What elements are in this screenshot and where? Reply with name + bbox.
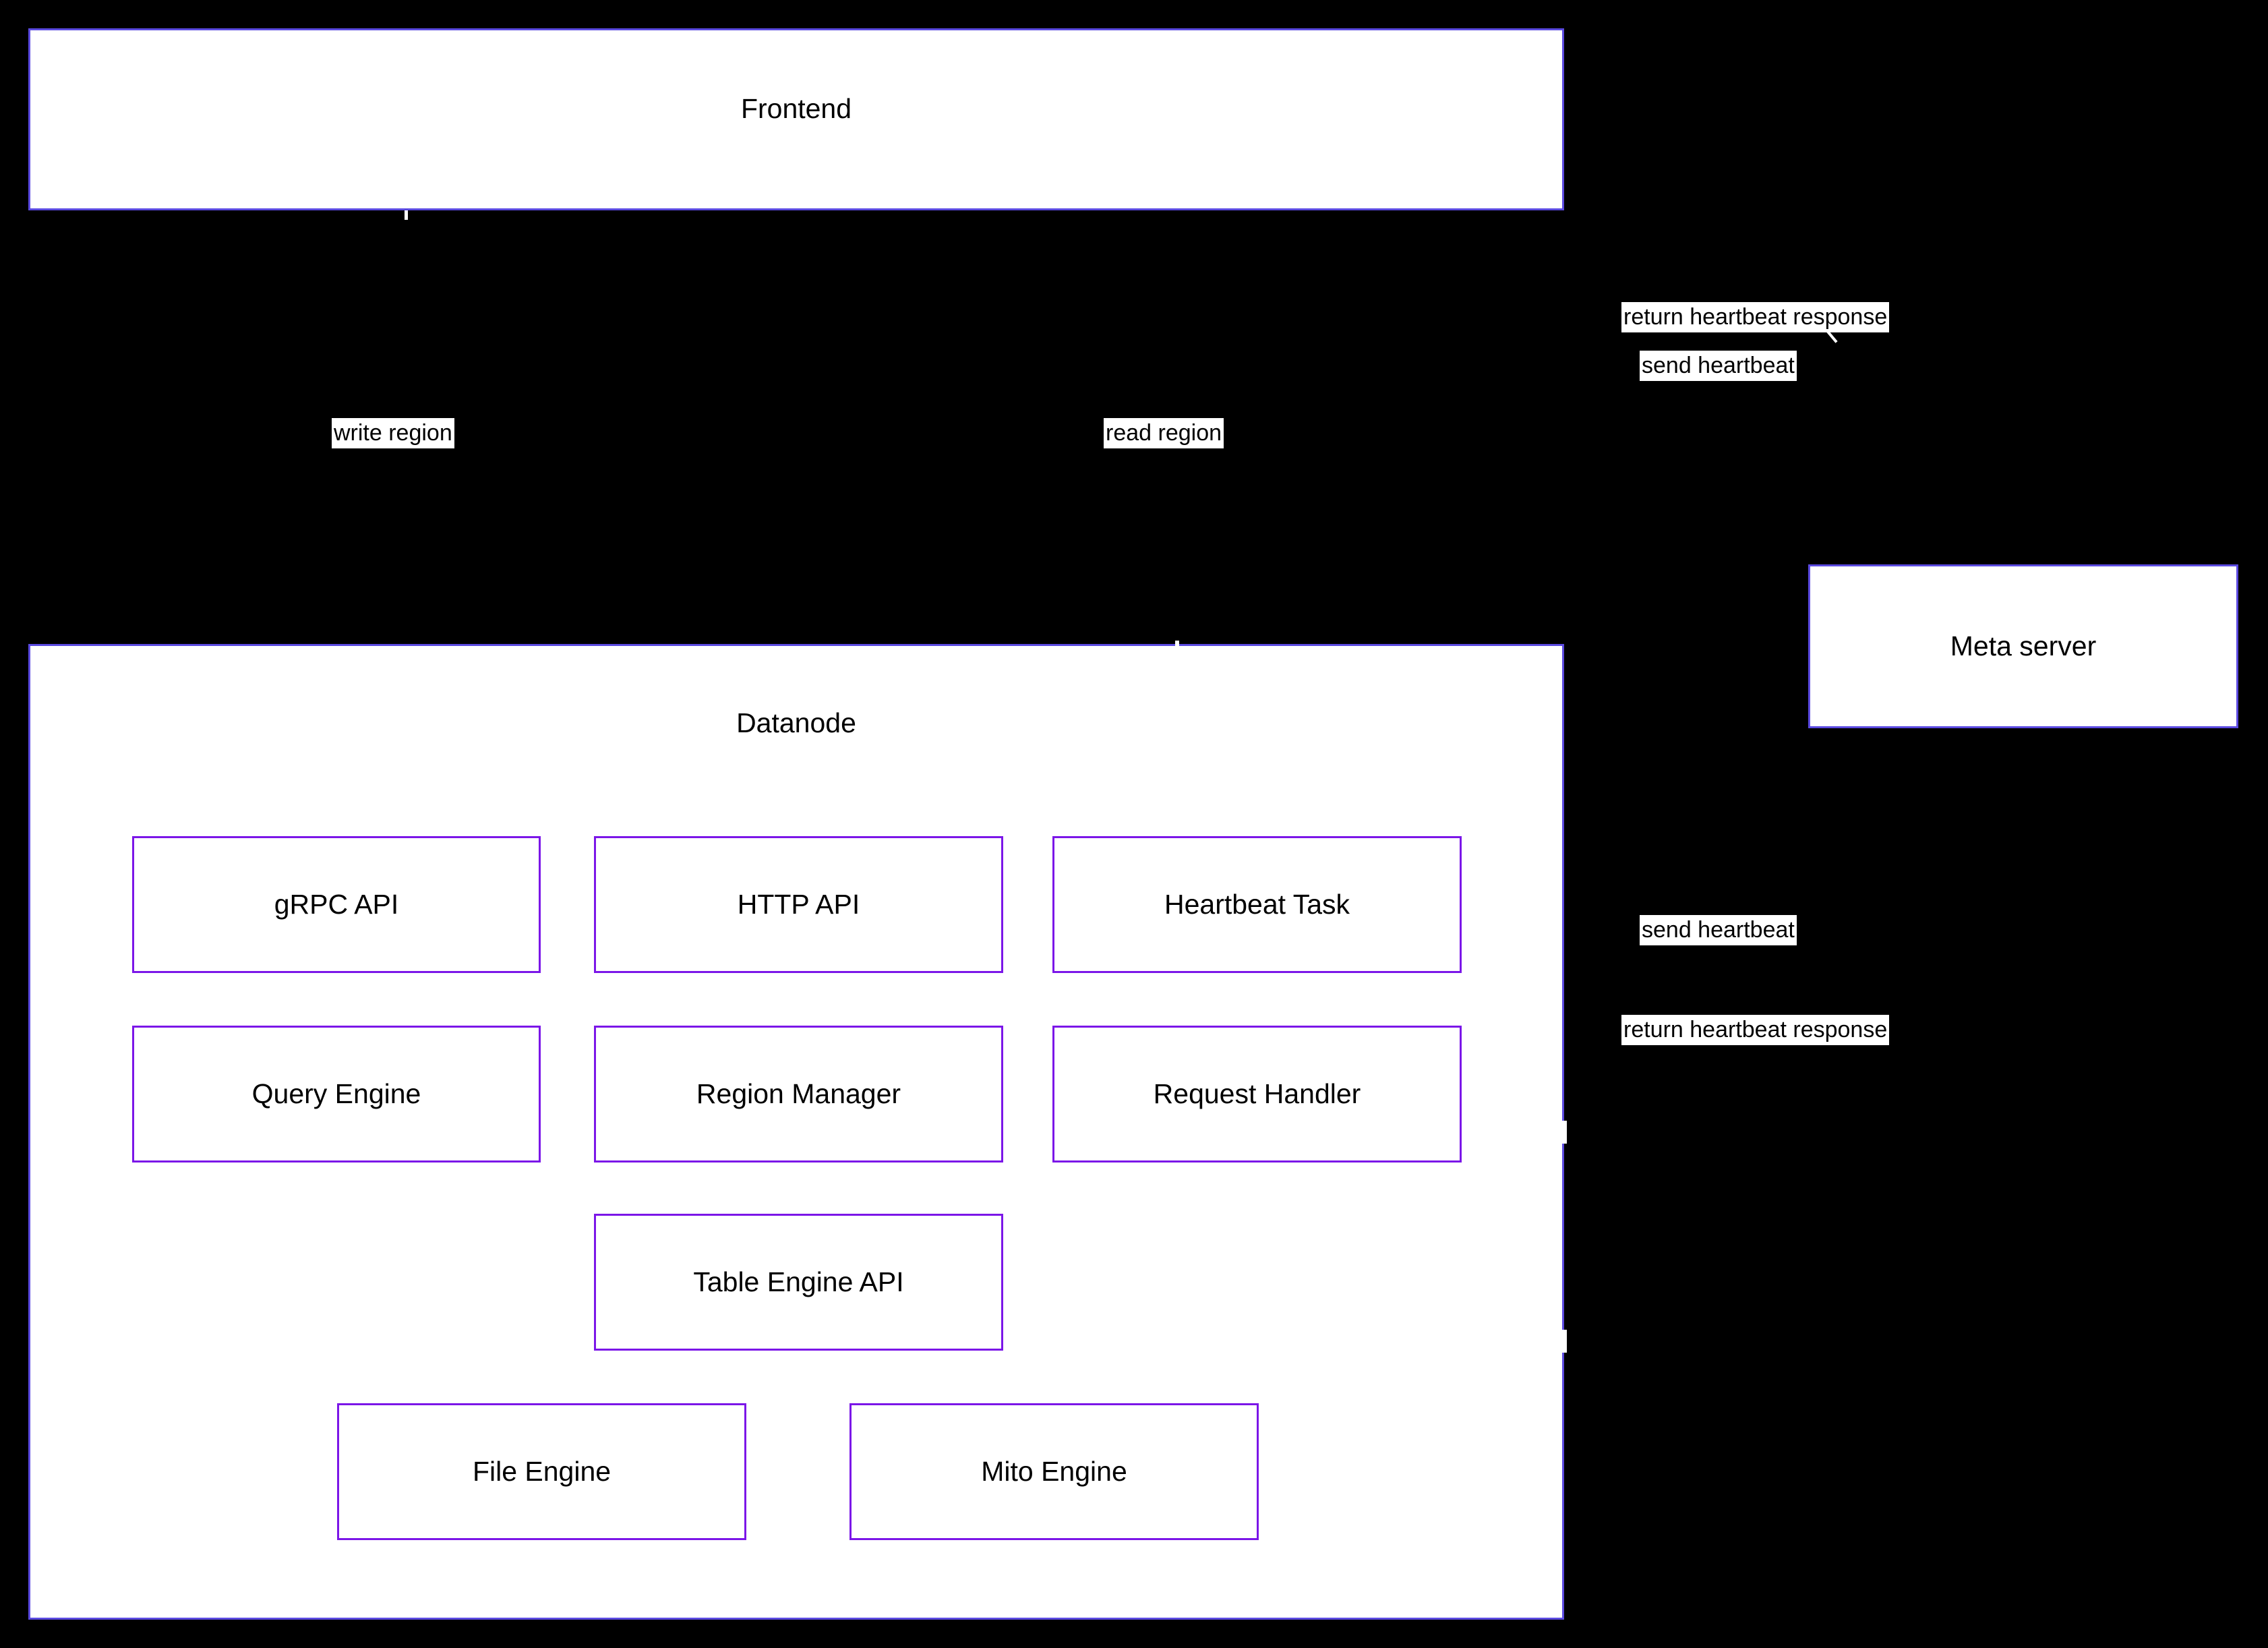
connector-tick <box>1561 1330 1567 1353</box>
node-mito-engine[interactable] <box>849 1403 1259 1540</box>
connector-tick <box>1561 1121 1567 1144</box>
node-query-engine-label: Query Engine <box>251 1078 421 1109</box>
node-http-api-label: HTTP API <box>737 888 860 920</box>
node-region-manager-label: Region Manager <box>696 1078 901 1109</box>
node-grpc-api-label: gRPC API <box>274 888 399 920</box>
edge-label-write-region: write region <box>332 418 454 448</box>
node-frontend-label: Frontend <box>740 93 852 124</box>
node-region-manager[interactable] <box>594 1026 1003 1163</box>
node-file-engine-label: File Engine <box>472 1455 611 1487</box>
node-file-engine[interactable] <box>337 1403 746 1540</box>
node-request-handler-label: Request Handler <box>1153 1078 1361 1109</box>
edge-label-read-region: read region <box>1104 418 1224 448</box>
node-mito-engine-label: Mito Engine <box>981 1455 1127 1487</box>
node-meta-server[interactable] <box>1808 564 2238 728</box>
node-meta-server-label: Meta server <box>1950 630 2097 661</box>
connector-tick <box>1175 641 1179 647</box>
node-table-engine-api-label: Table Engine API <box>693 1266 904 1297</box>
edge-label-send-heartbeat-bottom: send heartbeat <box>1640 915 1797 945</box>
node-request-handler[interactable] <box>1052 1026 1462 1163</box>
connector-tick <box>405 210 408 220</box>
node-heartbeat-task[interactable] <box>1052 836 1462 973</box>
node-query-engine[interactable] <box>132 1026 541 1163</box>
edge-label-return-heartbeat-response-bottom: return heartbeat response <box>1621 1015 1889 1045</box>
node-grpc-api[interactable] <box>132 836 541 973</box>
edge-label-return-heartbeat-response-top: return heartbeat response <box>1621 302 1889 332</box>
node-frontend[interactable] <box>28 28 1564 210</box>
node-heartbeat-task-label: Heartbeat Task <box>1164 888 1350 920</box>
node-table-engine-api[interactable] <box>594 1214 1003 1351</box>
node-http-api[interactable] <box>594 836 1003 973</box>
node-datanode-label: Datanode <box>736 707 856 738</box>
edge-label-send-heartbeat-top: send heartbeat <box>1640 351 1797 381</box>
